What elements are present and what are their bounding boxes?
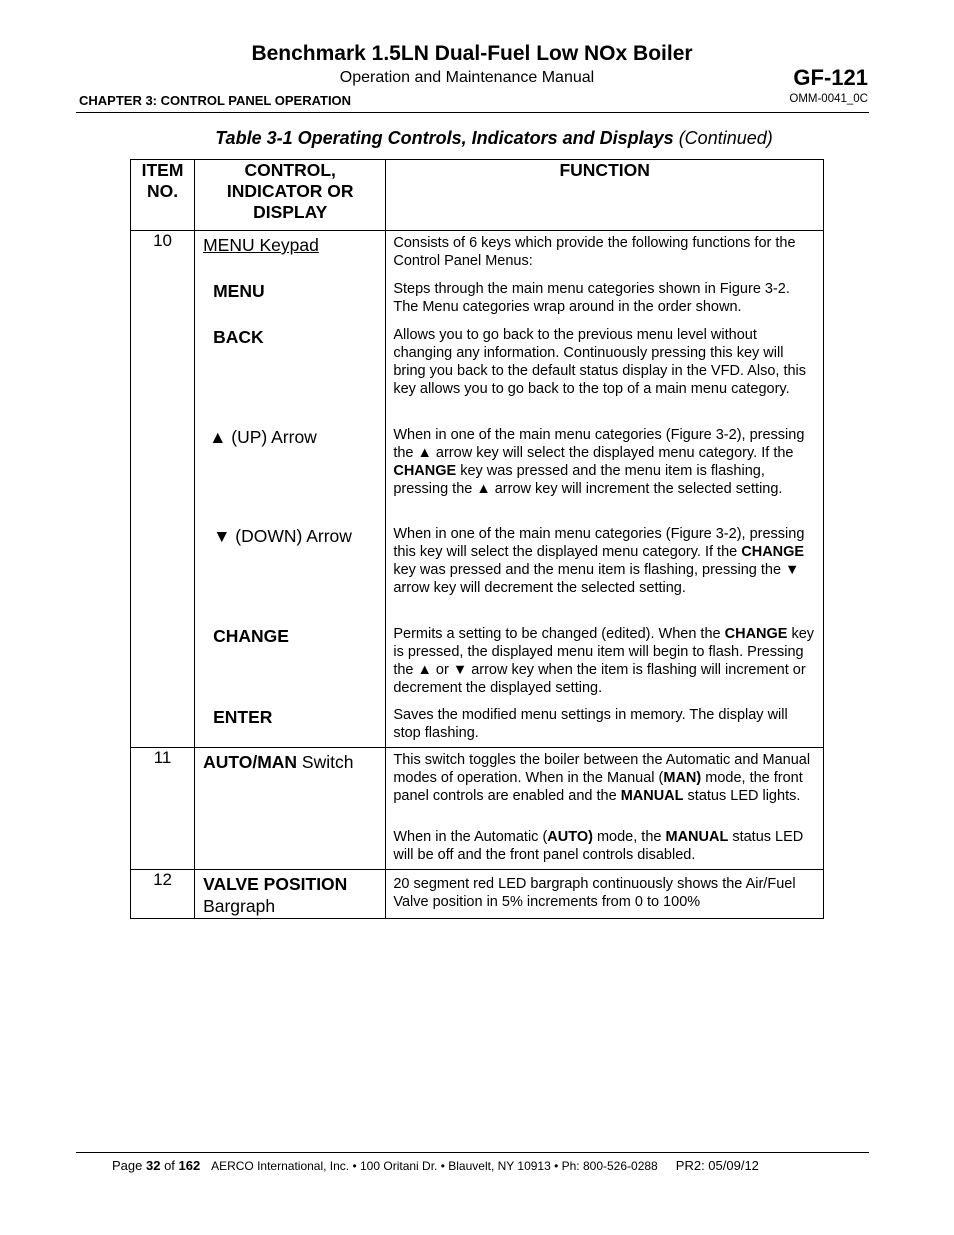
back-key-function: Allows you to go back to the previous menu level without changing any information. Continuously pressing this key will bring you back to the default status display in the VFD. Also, this key allows you to go back to the top of a main menu category. [393,327,807,397]
bargraph-label: Bargraph [203,896,276,916]
am-fn2-e: status LED will be off and the front panel controls disabled. [393,829,804,863]
control-cell-12 [195,870,386,919]
function-cell-10 [386,231,824,748]
up-fn-change: CHANGE [393,463,457,479]
menu-keypad-label: MENU Keypad [203,235,319,255]
down-arrow-key-label: ▼ (DOWN) Arrow [213,526,352,546]
document-subtitle: Operation and Maintenance Manual [339,69,595,86]
down-arrow-key-function [393,525,815,597]
up-arrow-key-function [393,426,815,498]
document-code: GF-121 [793,65,868,90]
header-item-no [131,160,195,231]
table-row-12 [131,870,824,919]
table-row-10 [131,231,824,748]
revision: PR2: 05/09/12 [675,1158,759,1173]
function-cell-12 [386,870,824,919]
item-number-10: 10 [131,231,195,748]
change-key-function [393,625,815,697]
change-fn-text-1: Permits a setting to be changed (edited). When the [393,626,725,642]
am-fn1-d: MANUAL [620,788,684,804]
table-caption [0,128,954,149]
down-fn-text-2: key was pressed and the menu item is flashing, pressing the ▼ arrow key will decrement the selected setting. [393,562,800,596]
change-fn-change: CHANGE [724,626,788,642]
page-of: of [160,1158,179,1173]
am-fn2-b: AUTO) [547,829,593,845]
function-cell-11 [386,748,824,870]
am-fn2-c: mode, the [592,829,666,845]
table-row-11 [131,748,824,870]
document-title: Benchmark 1.5LN Dual-Fuel Low NOx Boiler [251,42,693,65]
valve-position-function: 20 segment red LED bargraph continuously shows the Air/Fuel Valve position in 5% increments from 0 to 100% [393,876,796,910]
enter-key-label: ENTER [213,707,273,727]
item-number-12: 12 [131,870,195,919]
header-control [195,160,386,231]
menu-key-label: MENU [213,281,265,301]
back-key-label: BACK [213,327,264,347]
document-number: OMM-0041_0C [789,93,868,105]
control-cell-11 [195,748,386,870]
valve-position-label: VALVE POSITION [203,874,348,894]
up-fn-text-2: key was pressed and the menu item is flashing, pressing the ▲ arrow key will increment the selected setting. [393,463,783,497]
menu-keypad-function: Consists of 6 keys which provide the following functions for the Control Panel Menus: [393,235,796,269]
chapter-heading: CHAPTER 3: CONTROL PANEL OPERATION [79,93,352,108]
auto-man-function-1 [393,751,815,805]
page-total: 162 [178,1158,201,1173]
change-fn-text-2: key is pressed, the displayed menu item will begin to flash. Pressing the ▲ or ▼ arrow key when the item is flashing will increment or decrement the displayed setting. [393,626,815,696]
page-footer [112,1158,759,1173]
header-function: FUNCTION [386,160,824,231]
page-number: 32 [145,1158,161,1173]
header-item-line2: NO. [146,181,179,201]
up-arrow-key-label: ▲ (UP) Arrow [209,427,317,447]
am-fn2-a: When in the Automatic ( [393,829,548,845]
controls-table [130,159,824,919]
am-fn1-a: This switch toggles the boiler between the Automatic and Manual modes of operation. When in the Manual ( [393,752,811,786]
down-fn-change: CHANGE [741,544,805,560]
item-number-11: 11 [131,748,195,870]
page-prefix: Page [112,1158,146,1173]
control-cell-10 [195,231,386,748]
change-key-label: CHANGE [213,626,289,646]
header-control-line3: DISPLAY [253,202,328,222]
table-caption-title: Table 3-1 Operating Controls, Indicators and Displays [215,128,674,148]
footer-rule [76,1152,869,1153]
header-control-line2: INDICATOR OR [226,181,354,201]
am-fn1-e: status LED lights. [683,788,801,804]
header-rule [76,112,869,113]
table-caption-continued: (Continued) [678,128,773,148]
auto-man-switch-word: Switch [297,752,354,772]
header-control-line1: CONTROL, [244,160,336,180]
up-fn-text-1: When in one of the main menu categories (Figure 3-2), pressing the ▲ arrow key will select the displayed menu category. If the [393,427,805,461]
menu-key-function: Steps through the main menu categories shown in Figure 3-2. The Menu categories wrap around in the order shown. [393,281,790,315]
am-fn1-b: MAN) [663,770,702,786]
enter-key-function: Saves the modified menu settings in memory. The display will stop flashing. [393,707,788,741]
header-item-line1: ITEM [141,160,184,180]
auto-man-switch-label [203,752,353,773]
am-fn1-c: mode, the front panel controls are enabled and the [393,770,803,804]
down-fn-text-1: When in one of the main menu categories (Figure 3-2), pressing this key will select the displayed menu category. If the [393,526,805,560]
auto-man-function-2 [393,828,815,864]
am-fn2-d: MANUAL [665,829,729,845]
auto-man-bold: AUTO/MAN [203,752,298,772]
table-header-row [131,160,824,231]
company-info: AERCO International, Inc. • 100 Oritani Dr. • Blauvelt, NY 10913 • Ph: 800-526-0288 [211,1159,658,1173]
